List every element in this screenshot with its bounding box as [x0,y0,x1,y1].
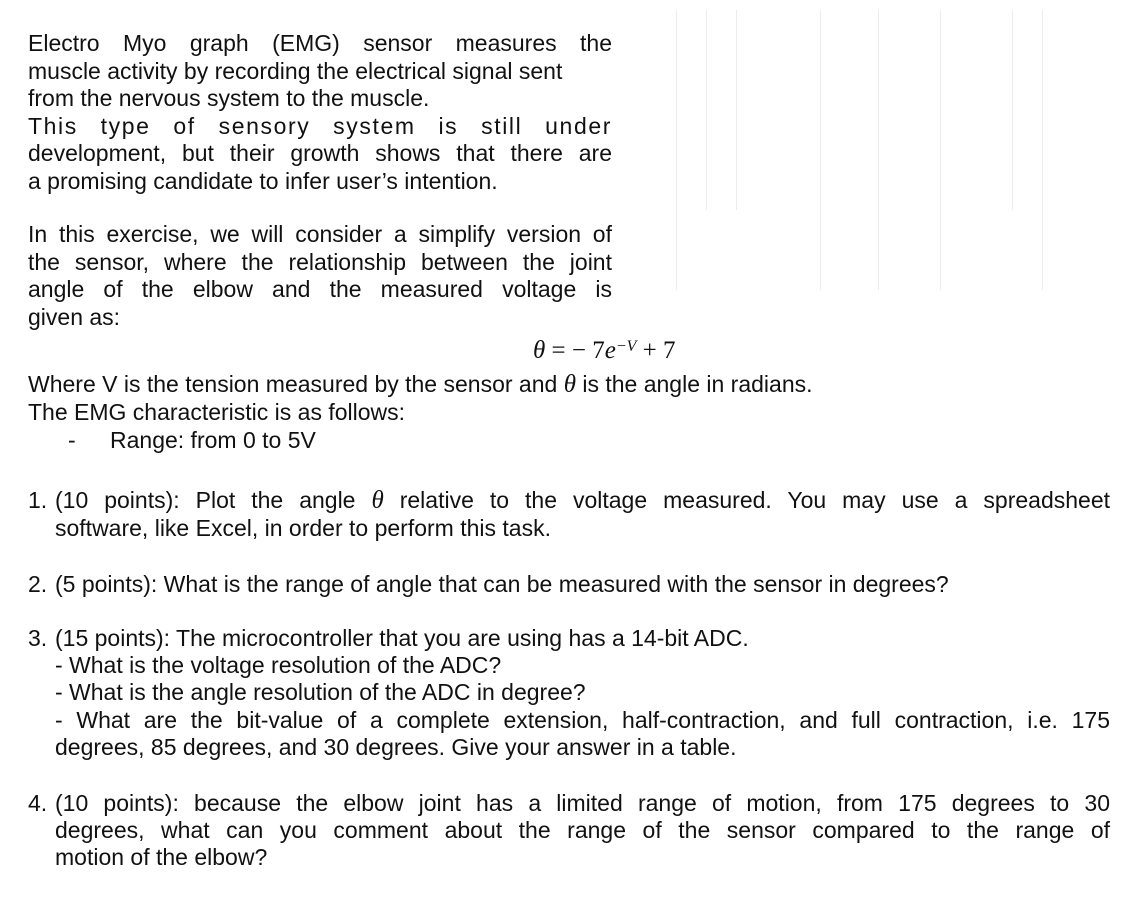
q3-line-4: - What are the bit-value of a complete extension, half-contraction, and full contraction, i.e. 175 [55,707,1110,733]
intro-line: a promising candidate to infer user’s intention. [28,167,498,194]
scan-artifact-line [676,10,677,290]
q4-line-2: degrees, what can you comment about the range of the sensor compared to the range of [55,817,1110,843]
intro-line: from the nervous system to the muscle. [28,85,430,111]
intro-line: given as: [28,303,121,330]
q3-line-3: - What is the angle resolution of the ADC in degree? [55,679,586,705]
q2-line-1: (5 points): What is the range of angle that can be measured with the sensor in degrees? [55,571,949,597]
characteristic-heading: The EMG characteristic is as follows: [28,399,406,425]
q2-number: 2. [28,571,48,597]
scan-artifact-line [820,10,821,290]
q3-line-2: - What is the voltage resolution of the ADC? [55,652,502,678]
formula-equals: = − 7 [545,337,605,364]
scan-artifact-line [1012,10,1013,210]
q4-line-1: (10 points): because the elbow joint has a limited range of motion, from 175 degrees to 30 [55,790,1110,816]
q3-line-5: degrees, 85 degrees, and 30 degrees. Give your answer in a table. [55,734,737,760]
scan-artifact-line [706,10,707,210]
where-line [28,371,813,399]
q1-text-b: relative to the voltage measured. You may use a spreadsheet [383,487,1111,513]
where-text-after: is the angle in radians. [575,371,813,397]
bullet-marker: - [68,427,76,453]
intro-paragraph-1 [28,30,612,195]
scan-artifact-line [736,10,737,210]
q3-line-1: (15 points): The microcontroller that you are using has a 14-bit ADC. [55,625,749,651]
formula-exponent: −V [615,338,637,355]
q1-line-1 [55,487,1110,515]
intro-line: Electro Myo graph (EMG) sensor measures the [28,30,612,56]
intro-paragraph-2 [28,221,612,331]
q1-line-2: software, like Excel, in order to perform this task. [55,515,551,541]
q1-number: 1. [28,487,48,513]
q1-text-a: (10 points): Plot the angle [55,487,372,513]
where-text-before: Where V is the tension measured by the sensor and [28,371,564,397]
intro-line: the sensor, where the relationship between the joint [28,248,612,275]
q4-line-3: motion of the elbow? [55,844,268,870]
where-theta: θ [563,371,576,398]
scan-artifact-line [878,10,879,290]
range-bullet: Range: from 0 to 5V [110,427,316,453]
q3-number: 3. [28,625,48,651]
scan-artifact-line [940,10,941,290]
intro-line: This type of sensory system is still under [28,112,612,139]
formula-theta: θ [533,337,546,364]
q1-theta: θ [371,487,384,514]
intro-line: development, but their growth shows that there are [28,140,612,166]
intro-line: In this exercise, we will consider a simplify version of [28,221,612,247]
intro-line: muscle activity by recording the electrical signal sent [28,57,563,84]
intro-line: angle of the elbow and the measured voltage is [28,276,612,302]
formula-e: e [604,337,616,364]
formula [533,337,676,365]
scan-artifact-line [1042,10,1043,290]
q4-number: 4. [28,790,48,816]
formula-tail: + 7 [636,337,676,364]
